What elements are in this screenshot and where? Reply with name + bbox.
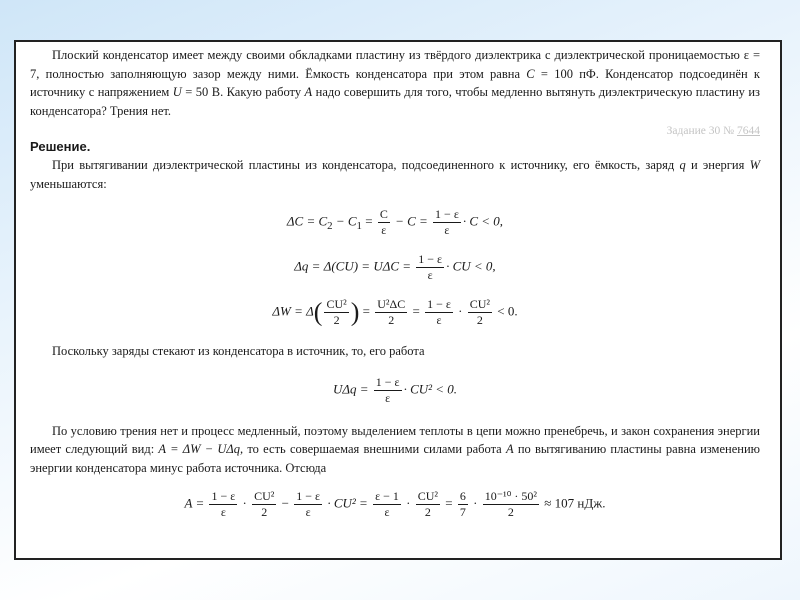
fraction: $\frac{1 - \varepsilon}{\varepsilon}$ <box>435 207 459 237</box>
problem-statement: Плоский конденсатор имеет между своими обкладками пластину из твёрдого диэлектрика с диэлектрической проницаемостью ε = 7, полностью заполняющую зазор между ними. Ёмкость конденсатора при этом равна C = 100 пФ. Конденсатор подсоединён к источнику с напряжением U = 50 В. Какую работу A надо совершить для того, чтобы медленно вытянуть диэлектрическую пластину из конденсатора? Трения нет. <box>30 48 760 118</box>
fraction: $\frac{\text{CU²}}{2}$ <box>469 297 490 327</box>
fraction: $\frac{\text{CU²}}{2}$ <box>254 489 275 519</box>
formula-delta-q: Δq = Δ(CU) = UΔC = $\frac{1 - \varepsilon}{\varepsilon}$ · CU < 0, <box>294 252 496 282</box>
formula-delta-c: $\Delta C = C_2 - C_1$ = $\frac{C}{\varepsilon}$ − C = $\frac{1 - \varepsilon}{\varepsilon}$ · C < 0, <box>286 207 504 237</box>
fraction: $\frac{C}{\varepsilon}$ <box>379 207 388 237</box>
fraction: $\frac{\varepsilon - 1}{\varepsilon}$ <box>375 489 399 519</box>
fraction: $\frac{\text{CU²}}{2}$ <box>417 489 438 519</box>
fraction: $\frac{\text{U²ΔC}}{2}$ <box>377 297 406 327</box>
fraction: $\frac{\text{10⁻¹⁰ · 50²}}{2}$ <box>484 489 538 519</box>
fraction: $\frac{1 - \varepsilon}{\varepsilon}$ <box>296 489 321 519</box>
fraction: $\frac{\text{CU²}}{2}$ <box>326 297 347 327</box>
charges-text: Поскольку заряды стекают из конденсатора в источник, то, его работа <box>52 344 425 358</box>
fraction: $\frac{1 - \varepsilon}{\varepsilon}$ <box>375 374 400 405</box>
fraction: $\frac{1 - \varepsilon}{\varepsilon}$ <box>211 489 236 519</box>
solution-heading: Решение. <box>30 139 91 154</box>
task-number-link[interactable]: 7644 <box>737 125 760 137</box>
slide-frame <box>14 40 782 560</box>
fraction: $\frac{1 - \varepsilon}{\varepsilon}$ <box>418 252 443 282</box>
formula-final-work: A = $\frac{1 - \varepsilon}{\varepsilon}$ · $\frac{\text{CU²}}{2}$ − $\frac{1 - \varepsilon}{\varepsilon}$ · CU² = $\frac{\varepsilon - 1}{\varepsilon}$ · $\frac{\text{CU²}}{2}$ = $\frac{6}{7}$ · $\frac{\text{10⁻¹⁰ · 50²}}{2}$ ≈ 107 нДж. <box>184 489 606 519</box>
fraction: $\frac{1 - \varepsilon}{\varepsilon}$ <box>427 297 451 327</box>
formula-source-work: UΔq = $\frac{1 - \varepsilon}{\varepsilon}$ · CU² < 0. <box>332 374 458 405</box>
task-reference: Задание 30 № 7644 <box>666 125 760 137</box>
solution-intro: При вытягивании диэлектрической пластины из конденсатора, подсоединенного к источнику, его ёмкость, заряд q и энергия W уменьшаются: <box>30 158 761 191</box>
fraction: $\frac{6}{7}$ <box>459 489 466 519</box>
formula-delta-w: ΔW = Δ( $\frac{\text{CU²}}{2}$ ) = $\frac{\text{U²ΔC}}{2}$ = $\frac{1 - \varepsilon}{\varepsilon}$ · $\frac{\text{CU²}}{2}$ < 0. <box>272 297 518 327</box>
conservation-text: По условию трения нет и процесс медленный, поэтому выделением теплоты в цепи можно пренебречь, и закон сохранения энергии имеет следующий вид: A = ΔW − UΔq, то есть совершаемая внешними силами работа A по вытягиванию пластины равна изменению энергии конденсатора минус работа источника. Отсюда <box>30 423 760 475</box>
